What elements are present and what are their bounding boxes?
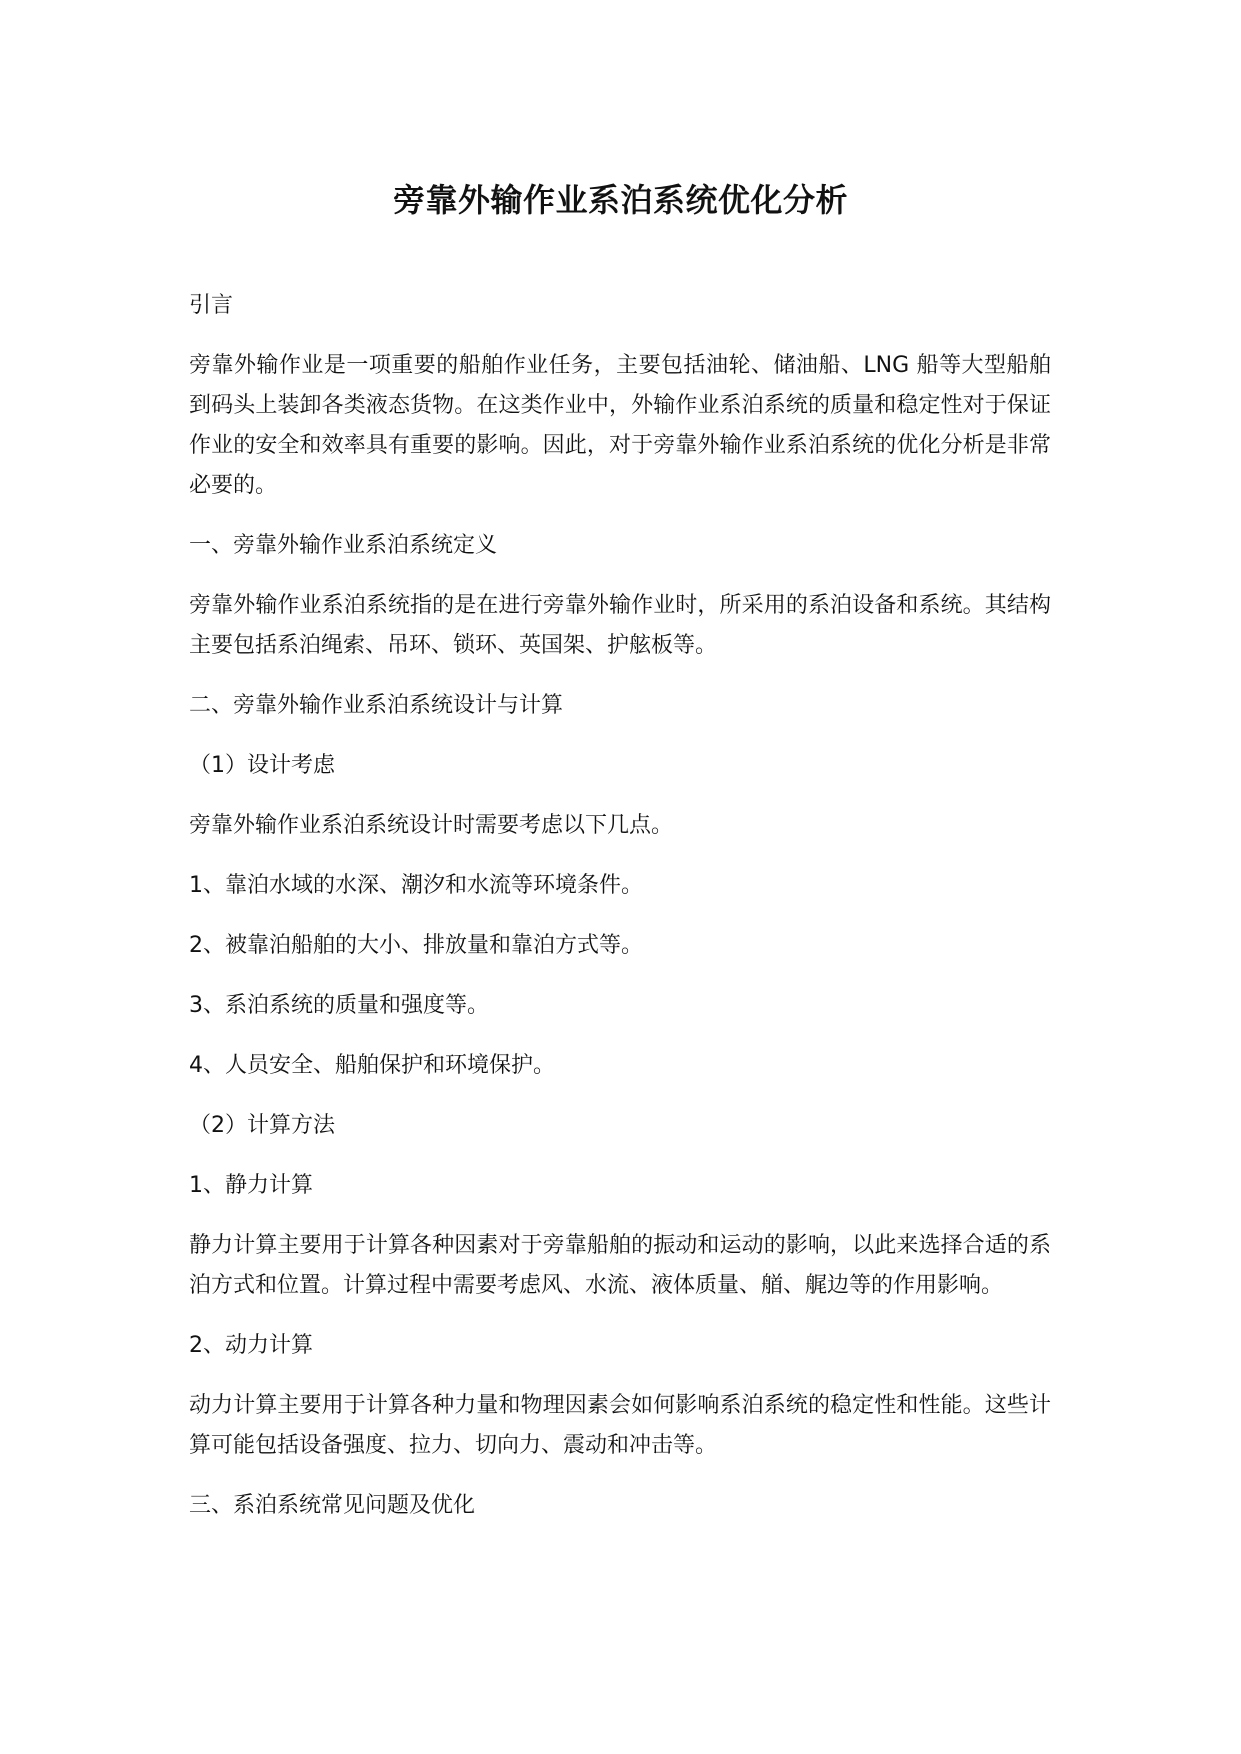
section-intro-heading: 引言 xyxy=(189,293,234,318)
intro-paragraph: 旁靠外输作业是一项重要的船舶作业任务，主要包括油轮、储油船、LNG 船等大型船舶到码头上装卸各类液态货物。在这类作业中，外输作业系泊系统的质量和稳定性对于保证作业的安全和效率具有重要的影响。因此，对于旁靠外输作业系泊系统的优化分析是非常必要的。 xyxy=(189,353,1051,498)
section-2-heading: 二、旁靠外输作业系泊系统设计与计算 xyxy=(189,693,564,718)
dynamic-calc-heading: 2、动力计算 xyxy=(189,1333,313,1358)
section-3-heading: 三、系泊系统常见问题及优化 xyxy=(189,1493,476,1518)
design-item-2: 2、被靠泊船舶的大小、排放量和靠泊方式等。 xyxy=(189,933,643,958)
dynamic-calc-paragraph: 动力计算主要用于计算各种力量和物理因素会如何影响系泊系统的稳定性和性能。这些计算可能包括设备强度、拉力、切向力、震动和冲击等。 xyxy=(189,1393,1051,1458)
design-intro-paragraph: 旁靠外输作业系泊系统设计时需要考虑以下几点。 xyxy=(189,813,674,838)
document-title: 旁靠外输作业系泊系统优化分析 xyxy=(392,181,848,219)
section-1-heading: 一、旁靠外输作业系泊系统定义 xyxy=(189,533,498,558)
document-body xyxy=(189,286,1051,1546)
static-calc-paragraph: 静力计算主要用于计算各种因素对于旁靠船舶的振动和运动的影响，以此来选择合适的系泊方式和位置。计算过程中需要考虑风、水流、液体质量、艏、艉边等的作用影响。 xyxy=(189,1233,1051,1298)
design-item-1: 1、靠泊水域的水深、潮汐和水流等环境条件。 xyxy=(189,873,643,898)
static-calc-heading: 1、静力计算 xyxy=(189,1173,313,1198)
definition-paragraph: 旁靠外输作业系泊系统指的是在进行旁靠外输作业时，所采用的系泊设备和系统。其结构主要包括系泊绳索、吊环、锁环、英国架、护舷板等。 xyxy=(189,593,1051,658)
design-item-4: 4、人员安全、船舶保护和环境保护。 xyxy=(189,1053,555,1078)
subsection-design-heading: （1）设计考虑 xyxy=(189,753,335,778)
subsection-calc-heading: （2）计算方法 xyxy=(189,1113,335,1138)
design-item-3: 3、系泊系统的质量和强度等。 xyxy=(189,993,489,1018)
